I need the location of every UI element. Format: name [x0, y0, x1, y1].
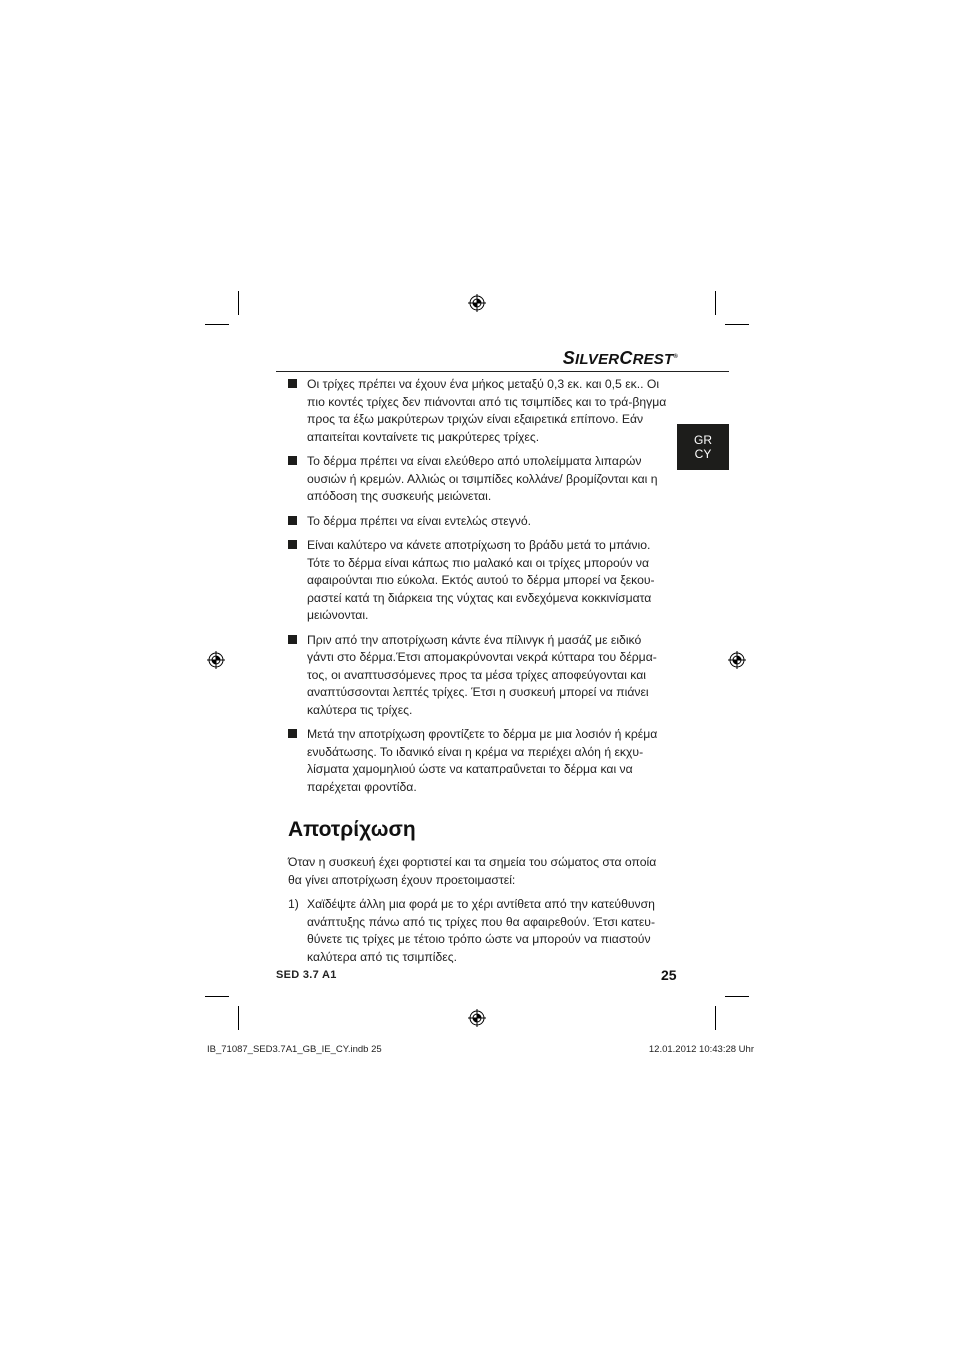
header-rule: [276, 371, 729, 372]
crop-mark: [205, 324, 229, 325]
list-item: Το δέρμα πρέπει να είναι ελεύθερο από υπολείμματα λιπαρών ουσιών ή κρεμών. Αλλιώς οι τσιμπίδες κολλάνε/ βρομίζονται και η απόδοση της συσκευής μειώνεται.: [288, 453, 668, 506]
print-slug-file: IB_71087_SED3.7A1_GB_IE_CY.indb 25: [207, 1044, 382, 1055]
list-item: Οι τρίχες πρέπει να έχουν ένα μήκος μεταξύ 0,3 εκ. και 0,5 εκ.. Οι πιο κοντές τρίχες δεν πιάνονται από τις τσιμπίδες και το τρά-βηγμα προς τα έξω μακρύτερων τριχών είναι εξαιρετικά επίπονο. Εάν απαιτείται κονταίνετε τις μακρύτερες τρίχες.: [288, 376, 668, 446]
brand-logo: SILVERCREST®: [562, 348, 678, 368]
bullet-square-icon: [288, 540, 297, 549]
crop-mark: [715, 1006, 716, 1030]
list-item: Μετά την αποτρίχωση φροντίζετε το δέρμα με μια λοσιόν ή κρέμα ενυδάτωσης. Το ιδανικό είναι η κρέμα να περιέχει αλόη ή εκχυ-λίσματα χαμομηλιού ώστε να καταπραΰνεται το δέρμα και να παρέχεται φροντίδα.: [288, 726, 668, 796]
language-tab: [677, 424, 729, 470]
step-item: [288, 896, 668, 966]
crop-mark: [205, 996, 229, 997]
step-text: Χαϊδέψτε άλλη μια φορά με το χέρι αντίθετα από την κατεύθυνση ανάπτυξης πάνω από τις τρίχες που θα αφαιρεθούν. Έτσι κατευ-θύνετε τις τρίχες με τέτοιο τρόπο ώστε να μπορούν να πιαστούν καλύτερα από τις τσιμπίδες.: [307, 897, 655, 964]
language-code: GR: [694, 433, 712, 447]
crop-mark: [715, 291, 716, 315]
registration-mark-icon: [207, 651, 225, 669]
crop-mark: [725, 324, 749, 325]
step-number: 1): [288, 897, 299, 911]
list-item: Το δέρμα πρέπει να είναι εντελώς στεγνό.: [288, 513, 668, 531]
bullet-square-icon: [288, 379, 297, 388]
page-content: [288, 376, 668, 966]
model-number: SED 3.7 A1: [276, 969, 337, 981]
bullet-square-icon: [288, 456, 297, 465]
language-code: CY: [694, 447, 712, 461]
registration-mark-icon: [728, 651, 746, 669]
page-number: 25: [661, 967, 677, 983]
crop-mark: [725, 996, 749, 997]
bullet-square-icon: [288, 729, 297, 738]
bullet-square-icon: [288, 516, 297, 525]
print-slug-date: 12.01.2012 10:43:28 Uhr: [648, 1044, 754, 1055]
list-item: Πριν από την αποτρίχωση κάντε ένα πίλινγκ ή μασάζ με ειδικό γάντι στο δέρμα.Έτσι απομακρύνονται νεκρά κύτταρα του δέρμα-τος, οι αναπτυσσόμενες προς τα μέσα τρίχες αποφεύγονται και αναπτύσσονται λεπτές τρίχες. Έτσι η συσκευή μπορεί να πιάνει καλύτερα τις τρίχες.: [288, 632, 668, 720]
crop-mark: [238, 291, 239, 315]
registration-mark-icon: [468, 294, 486, 312]
bullet-square-icon: [288, 635, 297, 644]
list-item: Είναι καλύτερο να κάνετε αποτρίχωση το βράδυ μετά το μπάνιο. Τότε το δέρμα είναι κάπως πιο μαλακό και οι τρίχες μπορούν να αφαιρούνται πιο εύκολα. Εκτός αυτού το δέρμα μπορεί να ξεκου-ραστεί κατά τη διάρκεια της νύχτας και ενδεχόμενα κοκκινίσματα μειώνονται.: [288, 537, 668, 625]
section-title: Αποτρίχωση: [288, 818, 416, 841]
tips-list: [288, 376, 668, 796]
section-intro: Όταν η συσκευή έχει φορτιστεί και τα σημεία του σώματος στα οποία θα γίνει αποτρίχωση έχουν προετοιμαστεί:: [288, 855, 657, 887]
registration-mark-icon: [468, 1009, 486, 1027]
crop-mark: [238, 1006, 239, 1030]
